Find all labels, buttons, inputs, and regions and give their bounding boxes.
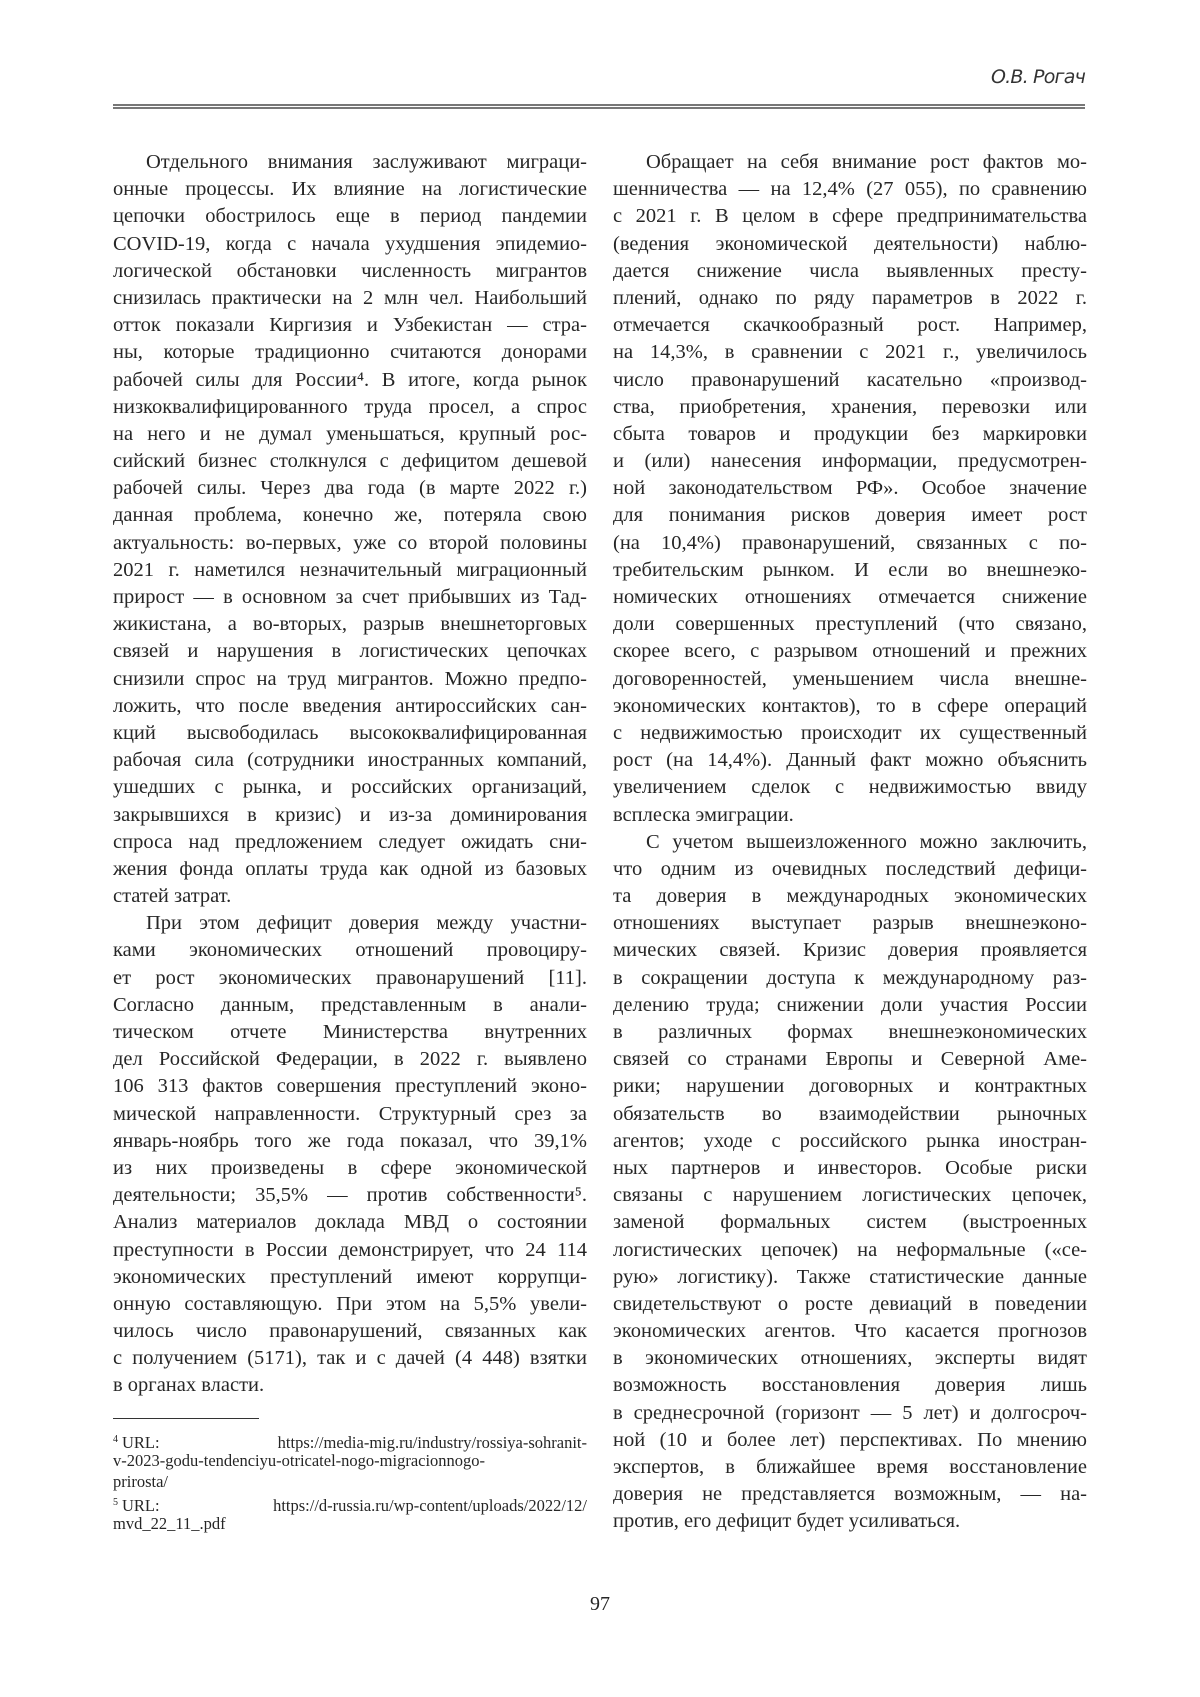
text-line: COVID-19, когда с начала ухудшения эпидемио-	[113, 232, 587, 255]
text-line: возможность восстановления доверия лишь	[613, 1374, 1087, 1397]
text-line: онные процессы. Их влияние на логистические	[113, 178, 587, 201]
footnote-number: 4	[113, 1434, 118, 1445]
text-line: рост (на 14,4%). Данный факт можно объяснить	[613, 749, 1087, 772]
footnote	[113, 1492, 587, 1534]
footnotes	[113, 1429, 587, 1534]
text-line: Отдельного внимания заслуживают миграци-	[146, 151, 587, 173]
text-line: закрывшихся в кризис) и из-за доминирования	[113, 803, 587, 826]
text-line: январь-ноябрь того же года показал, что 39,1%	[113, 1129, 587, 1152]
footnote-line: mvd_22_11_.pdf	[113, 1514, 226, 1533]
text-line: ложить, что после введения антироссийских сан-	[113, 694, 587, 717]
text-line: номических отношениях отмечается снижение	[613, 586, 1087, 608]
paragraph	[613, 149, 1087, 829]
text-line: онную составляющую. При этом на 5,5% увели-	[113, 1292, 587, 1315]
text-line: ной (10 и более лет) перспективах. По мнению	[613, 1428, 1087, 1451]
text-line: экономических агентов. Что касается прогнозов	[613, 1320, 1087, 1343]
text-line: что одним из очевидных последствий дефици-	[613, 857, 1087, 880]
text-line: связей со странами Европы и Северной Аме-	[613, 1048, 1087, 1071]
text-line: рую» логистику). Также статистические данные	[613, 1265, 1087, 1288]
text-line: тическом отчете Министерства внутренних	[113, 1021, 587, 1043]
text-line: снизилась практически на 2 млн чел. Наибольший	[113, 286, 587, 309]
text-line: При этом дефицит доверия между участни-	[146, 912, 587, 935]
footnote-url: URL: https://d-russia.ru/wp-content/uploads/2022/12/	[122, 1496, 587, 1515]
text-line: в экономических отношениях, эксперты видят	[613, 1347, 1087, 1370]
text-line: на него и не думал уменьшаться, крупный рос-	[113, 422, 587, 445]
text-line: ет рост экономических правонарушений [11].	[113, 966, 587, 989]
text-line: против, его дефицит будет усиливаться.	[613, 1510, 961, 1533]
text-line: скорее всего, с разрывом отношений и прежних	[613, 640, 1087, 663]
footnote-line: prirosta/	[113, 1472, 168, 1491]
text-line: ства, приобретения, хранения, перевозки или	[613, 395, 1087, 418]
text-line: сбыта товаров и продукции без маркировки	[613, 422, 1087, 445]
text-line: агентов; уходе с российского рынка иностран-	[613, 1129, 1087, 1152]
text-line: обязательств во взаимодействии рыночных	[613, 1102, 1087, 1125]
text-line: 2021 г. наметился незначительный миграционный	[113, 558, 587, 581]
footnote-line	[113, 1492, 587, 1513]
text-line: спроса над предложением следует ожидать сни-	[113, 830, 587, 853]
text-line: в среднесрочной (горизонт — 5 лет) и долгосроч-	[613, 1401, 1087, 1424]
text-line: рабочей силы для России⁴. В итоге, когда рынок	[113, 368, 587, 391]
text-line: та доверия в международных экономических	[613, 885, 1087, 908]
text-line: отток показали Киргизия и Узбекистан — стра-	[113, 314, 587, 337]
text-line: преступности в России демонстрирует, что 24 114	[113, 1238, 587, 1261]
footnote	[113, 1429, 587, 1492]
text-line: дается снижение числа выявленных престу-	[613, 259, 1087, 282]
text-line: рабочей силы. Через два года (в марте 2022 г.)	[113, 477, 587, 500]
text-line: низкоквалифицированного труда просел, а спрос	[113, 395, 587, 418]
text-line: доверия не представляется возможным, — на-	[613, 1483, 1087, 1506]
text-line: жикистана, а во-вторых, разрыв внешнеторговых	[113, 613, 587, 636]
text-line: цепочки обострилось еще в период пандемии	[113, 205, 587, 228]
text-line: с получением (5171), так и с дачей (4 448) взятки	[113, 1347, 587, 1370]
text-line: доли совершенных преступлений (что связано,	[613, 613, 1087, 636]
text-line: Обращает на себя внимание рост фактов мо-	[646, 151, 1087, 173]
text-line: Анализ материалов доклада МВД о состоянии	[113, 1211, 587, 1234]
text-line: всплеска эмиграции.	[613, 803, 794, 826]
text-line: отношениях выступает разрыв внешнеэконо-	[613, 912, 1087, 935]
text-line: экономических контактов), то в сфере операций	[613, 694, 1087, 717]
text-line: плений, однако по ряду параметров в 2022 г.	[613, 286, 1087, 309]
text-line: заменой формальных систем (выстроенных	[613, 1211, 1087, 1234]
text-line: ками экономических отношений провоциру-	[113, 939, 587, 962]
text-line: требительским рынком. И если во внешнеэко-	[613, 558, 1087, 581]
text-line: кций высвободилась высококвалифицированная	[113, 721, 587, 744]
text-line: С учетом вышеизложенного можно заключить,	[646, 830, 1087, 853]
text-line: и (или) нанесения информации, предусмотрен-	[613, 450, 1087, 473]
text-line: мической направленности. Структурный срез за	[113, 1102, 587, 1125]
footnote-separator	[113, 1418, 259, 1419]
right-column	[613, 149, 1087, 1536]
text-line: снизили спрос на труд мигрантов. Можно предпо-	[113, 667, 587, 690]
text-line: данная проблема, конечно же, потеряла свою	[113, 504, 587, 527]
text-line: в сокращении доступа к международному раз-	[613, 966, 1087, 989]
text-line: прирост — в основном за счет прибывших из Тад-	[113, 586, 587, 608]
page-number: 97	[590, 1593, 610, 1615]
text-line: на 14,3%, в сравнении с 2021 г., увеличилось	[613, 341, 1087, 364]
text-line: число правонарушений касательно «производ-	[613, 368, 1087, 391]
text-line: 106 313 фактов совершения преступлений эконо-	[113, 1075, 587, 1098]
text-line: (на 10,4%) правонарушений, связанных с по-	[613, 531, 1087, 554]
left-column	[113, 149, 587, 1400]
footnote-line: v-2023-godu-tendenciyu-otricatel-nogo-migracionnogo-	[113, 1451, 486, 1470]
text-line: статей затрат.	[113, 885, 232, 908]
text-line: (ведения экономической деятельности) наблю-	[613, 232, 1087, 255]
text-line: экономических преступлений имеют коррупци-	[113, 1265, 587, 1288]
text-line: логической обстановки численность мигрантов	[113, 259, 587, 282]
paragraph	[613, 829, 1087, 1536]
text-line: деятельности; 35,5% — против собственности⁵.	[113, 1184, 587, 1207]
text-line: ушедших с рынка, и российских организаций,	[113, 776, 587, 799]
text-line: сийский бизнес столкнулся с дефицитом дешевой	[113, 450, 587, 473]
text-line: для понимания рисков доверия имеет рост	[613, 504, 1087, 527]
text-line: логистических цепочек) на неформальные («се-	[613, 1238, 1087, 1261]
text-line: с недвижимостью происходит их существенный	[613, 721, 1087, 744]
paragraph	[113, 910, 587, 1399]
text-line: делению труда; снижении доли участия России	[613, 993, 1087, 1016]
text-line: в органах власти.	[113, 1374, 265, 1397]
text-line: отмечается скачкообразный рост. Например,	[613, 314, 1087, 337]
text-line: связей и нарушения в логистических цепочках	[113, 640, 587, 663]
text-line: мических связей. Кризис доверия проявляется	[613, 939, 1087, 962]
text-line: рики; нарушении договорных и контрактных	[613, 1075, 1087, 1098]
text-line: чилось число правонарушений, связанных как	[113, 1320, 587, 1343]
footnote-url: URL: https://media-mig.ru/industry/rossiya-sohranit-	[122, 1433, 587, 1452]
text-line: в различных формах внешнеэкономических	[613, 1021, 1087, 1043]
running-head-author: О.В. Рогач	[990, 66, 1085, 88]
text-line: рабочая сила (сотрудники иностранных компаний,	[113, 749, 587, 772]
text-line: с 2021 г. В целом в сфере предпринимательства	[613, 205, 1087, 228]
paragraph	[113, 149, 587, 910]
text-line: Согласно данным, представленным в анали-	[113, 993, 587, 1016]
text-line: экспертов, в ближайшее время восстановление	[613, 1456, 1087, 1478]
text-line: связаны с нарушением логистических цепочек,	[613, 1184, 1087, 1207]
text-line: свидетельствуют о росте девиаций в поведении	[613, 1292, 1087, 1315]
text-line: увеличением сделок с недвижимостью ввиду	[613, 776, 1087, 799]
text-line: договоренностей, уменьшением числа внешне-	[613, 667, 1087, 690]
text-line: актуальность: во-первых, уже со второй половины	[113, 531, 587, 554]
text-line: жения фонда оплаты труда как одной из базовых	[113, 857, 587, 880]
header-double-rule	[113, 104, 1085, 109]
text-line: дел Российской Федерации, в 2022 г. выявлено	[113, 1048, 587, 1071]
text-line: ных партнеров и инвесторов. Особые риски	[613, 1156, 1087, 1179]
footnote-number: 5	[113, 1497, 118, 1508]
text-line: шенничества — на 12,4% (27 055), по сравнению	[613, 178, 1087, 201]
text-line: ны, которые традиционно считаются донорами	[113, 341, 587, 364]
text-line: ной законодательством РФ». Особое значение	[613, 477, 1087, 500]
text-line: из них произведены в сфере экономической	[113, 1156, 587, 1179]
footnote-line	[113, 1429, 587, 1450]
